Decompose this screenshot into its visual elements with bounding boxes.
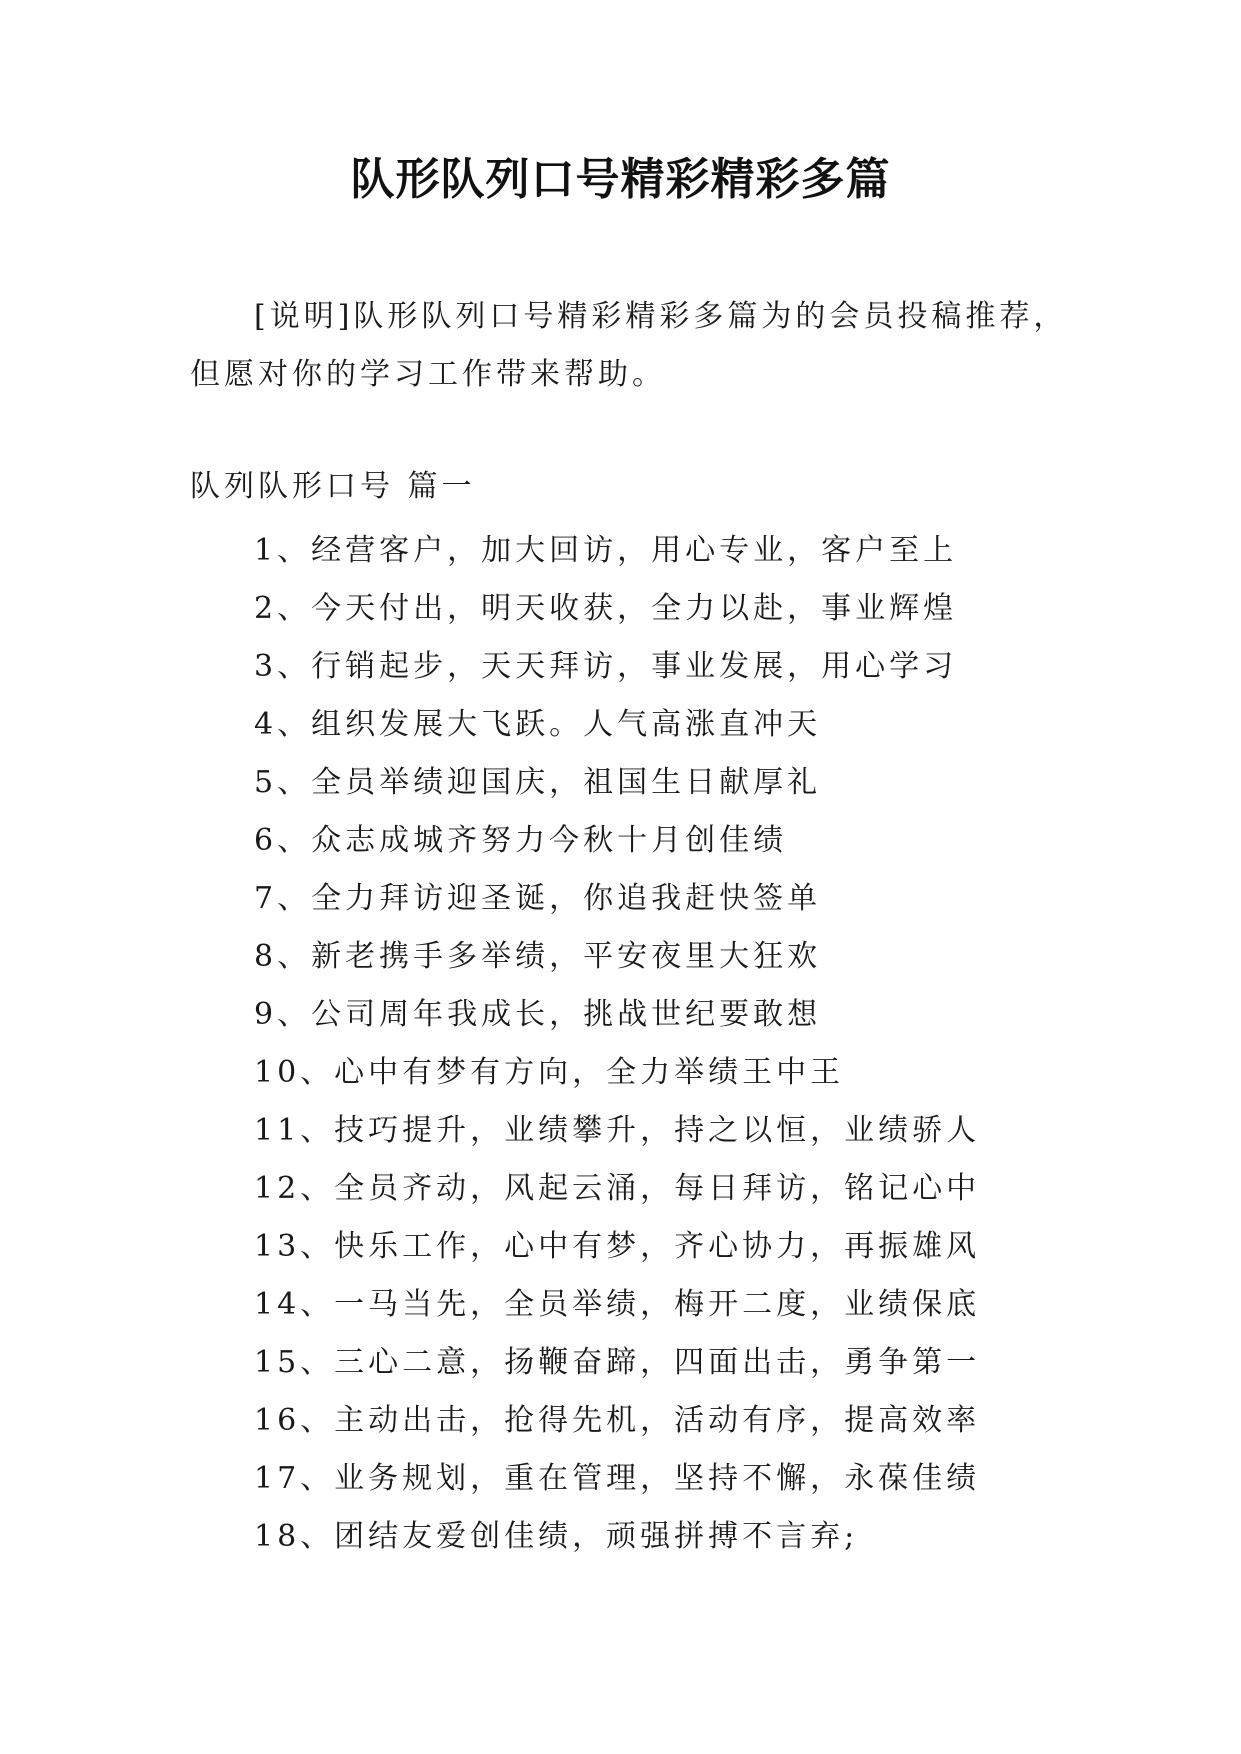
list-item: 13、快乐工作，心中有梦，齐心协力，再振雄风 xyxy=(254,1229,981,1264)
list-item: 18、团结友爱创佳绩，顽强拼搏不言弃; xyxy=(254,1519,859,1554)
list-item: 12、全员齐动，风起云涌，每日拜访，铭记心中 xyxy=(254,1171,981,1206)
list-item: 8、新老携手多举绩，平安夜里大狂欢 xyxy=(254,939,822,974)
list-item: 17、业务规划，重在管理，坚持不懈，永葆佳绩 xyxy=(254,1461,981,1496)
slogan-list xyxy=(254,522,980,1566)
intro-paragraph: [说明]队形队列口号精彩精彩多篇为的会员投稿推荐，但愿对你的学习工作带来帮助。 xyxy=(190,299,1068,392)
list-item: 10、心中有梦有方向，全力举绩王中王 xyxy=(254,1055,845,1090)
list-item: 16、主动出击，抢得先机，活动有序，提高效率 xyxy=(254,1403,981,1438)
list-item: 7、全力拜访迎圣诞，你追我赶快签单 xyxy=(254,881,822,916)
list-item: 15、三心二意，扬鞭奋蹄，四面出击，勇争第一 xyxy=(254,1345,981,1380)
list-item: 5、全员举绩迎国庆，祖国生日献厚礼 xyxy=(254,765,822,800)
list-item: 14、一马当先，全员举绩，梅开二度，业绩保底 xyxy=(254,1287,981,1322)
section-heading: 队列队形口号 篇一 xyxy=(190,469,476,504)
document-title: 队形队列口号精彩精彩多篇 xyxy=(350,154,891,205)
list-item: 4、组织发展大飞跃。人气高涨直冲天 xyxy=(254,707,822,742)
list-item: 6、众志成城齐努力今秋十月创佳绩 xyxy=(254,823,788,858)
list-item: 3、行销起步，天天拜访，事业发展，用心学习 xyxy=(254,649,958,684)
list-item: 1、经营客户，加大回访，用心专业，客户至上 xyxy=(254,533,958,568)
list-item: 9、公司周年我成长，挑战世纪要敢想 xyxy=(254,997,822,1032)
list-item: 2、今天付出，明天收获，全力以赴，事业辉煌 xyxy=(254,591,958,626)
list-item: 11、技巧提升，业绩攀升，持之以恒，业绩骄人 xyxy=(254,1113,981,1148)
